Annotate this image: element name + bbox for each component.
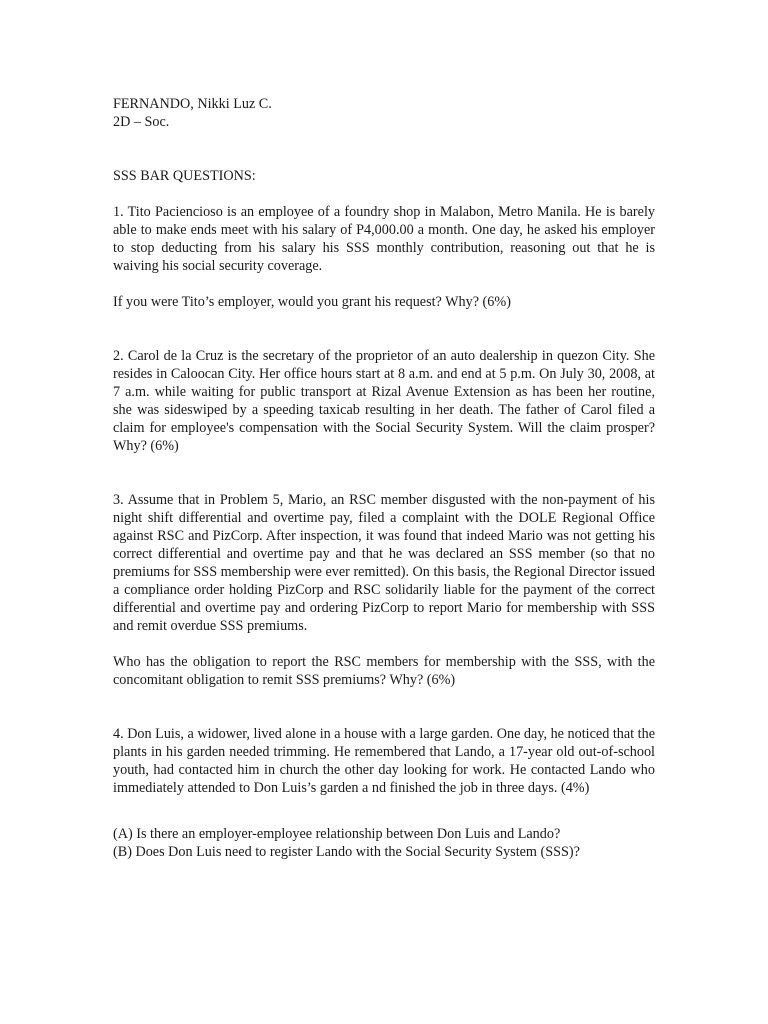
question-4-body: 4. Don Luis, a widower, lived alone in a house with a large garden. One day, he noticed that the plants in his garden needed trimming. He remembered that Lando, a 17-year old out-of-school youth, had contacted him in church the other day looking for work. He contacted Lando who immediately attended to Don Luis’s garden a nd finished the job in three days. (4%)	[113, 726, 655, 796]
document-title: SSS BAR QUESTIONS:	[113, 168, 256, 184]
question-4-sub-a: (A) Is there an employer-employee relationship between Don Luis and Lando?	[113, 826, 561, 842]
question-1-prompt: If you were Tito’s employer, would you grant his request? Why? (6%)	[113, 294, 511, 310]
question-4-sub-b: (B) Does Don Luis need to register Lando with the Social Security System (SSS)?	[113, 844, 580, 860]
question-2-body: 2. Carol de la Cruz is the secretary of the proprietor of an auto dealership in quezon City. She resides in Caloocan City. Her office hours start at 8 a.m. and end at 5 p.m. On July 30, 2008, at 7 a.m. while waiting for public transport at Rizal Avenue Extension as has been her routine, she was sideswiped by a speeding taxicab resulting in her death. The father of Carol filed a claim for employee's compensation with the Social Security System. Will the claim prosper? Why? (6%)	[113, 348, 655, 454]
student-name: FERNANDO, Nikki Luz C.	[113, 96, 272, 112]
student-section: 2D – Soc.	[113, 114, 170, 130]
question-3-prompt: Who has the obligation to report the RSC members for membership with the SSS, with the concomitant obligation to remit SSS premiums? Why? (6%)	[113, 654, 655, 688]
student-header	[113, 95, 272, 131]
question-1-body: 1. Tito Paciencioso is an employee of a foundry shop in Malabon, Metro Manila. He is barely able to make ends meet with his salary of P4,000.00 a month. One day, he asked his employer to stop deducting from his salary his SSS monthly contribution, reasoning out that he is waiving his social security coverage.	[113, 204, 655, 274]
question-3-body: 3. Assume that in Problem 5, Mario, an RSC member disgusted with the non-payment of his night shift differential and overtime pay, filed a complaint with the DOLE Regional Office against RSC and PizCorp. After inspection, it was found that indeed Mario was not getting his correct differential and overtime pay and that he was declared an SSS member (so that no premiums for SSS membership were ever remitted). On this basis, the Regional Director issued a compliance order holding PizCorp and RSC solidarily liable for the payment of the correct differential and overtime pay and ordering PizCorp to report Mario for membership with SSS and remit overdue SSS premiums.	[113, 492, 655, 634]
